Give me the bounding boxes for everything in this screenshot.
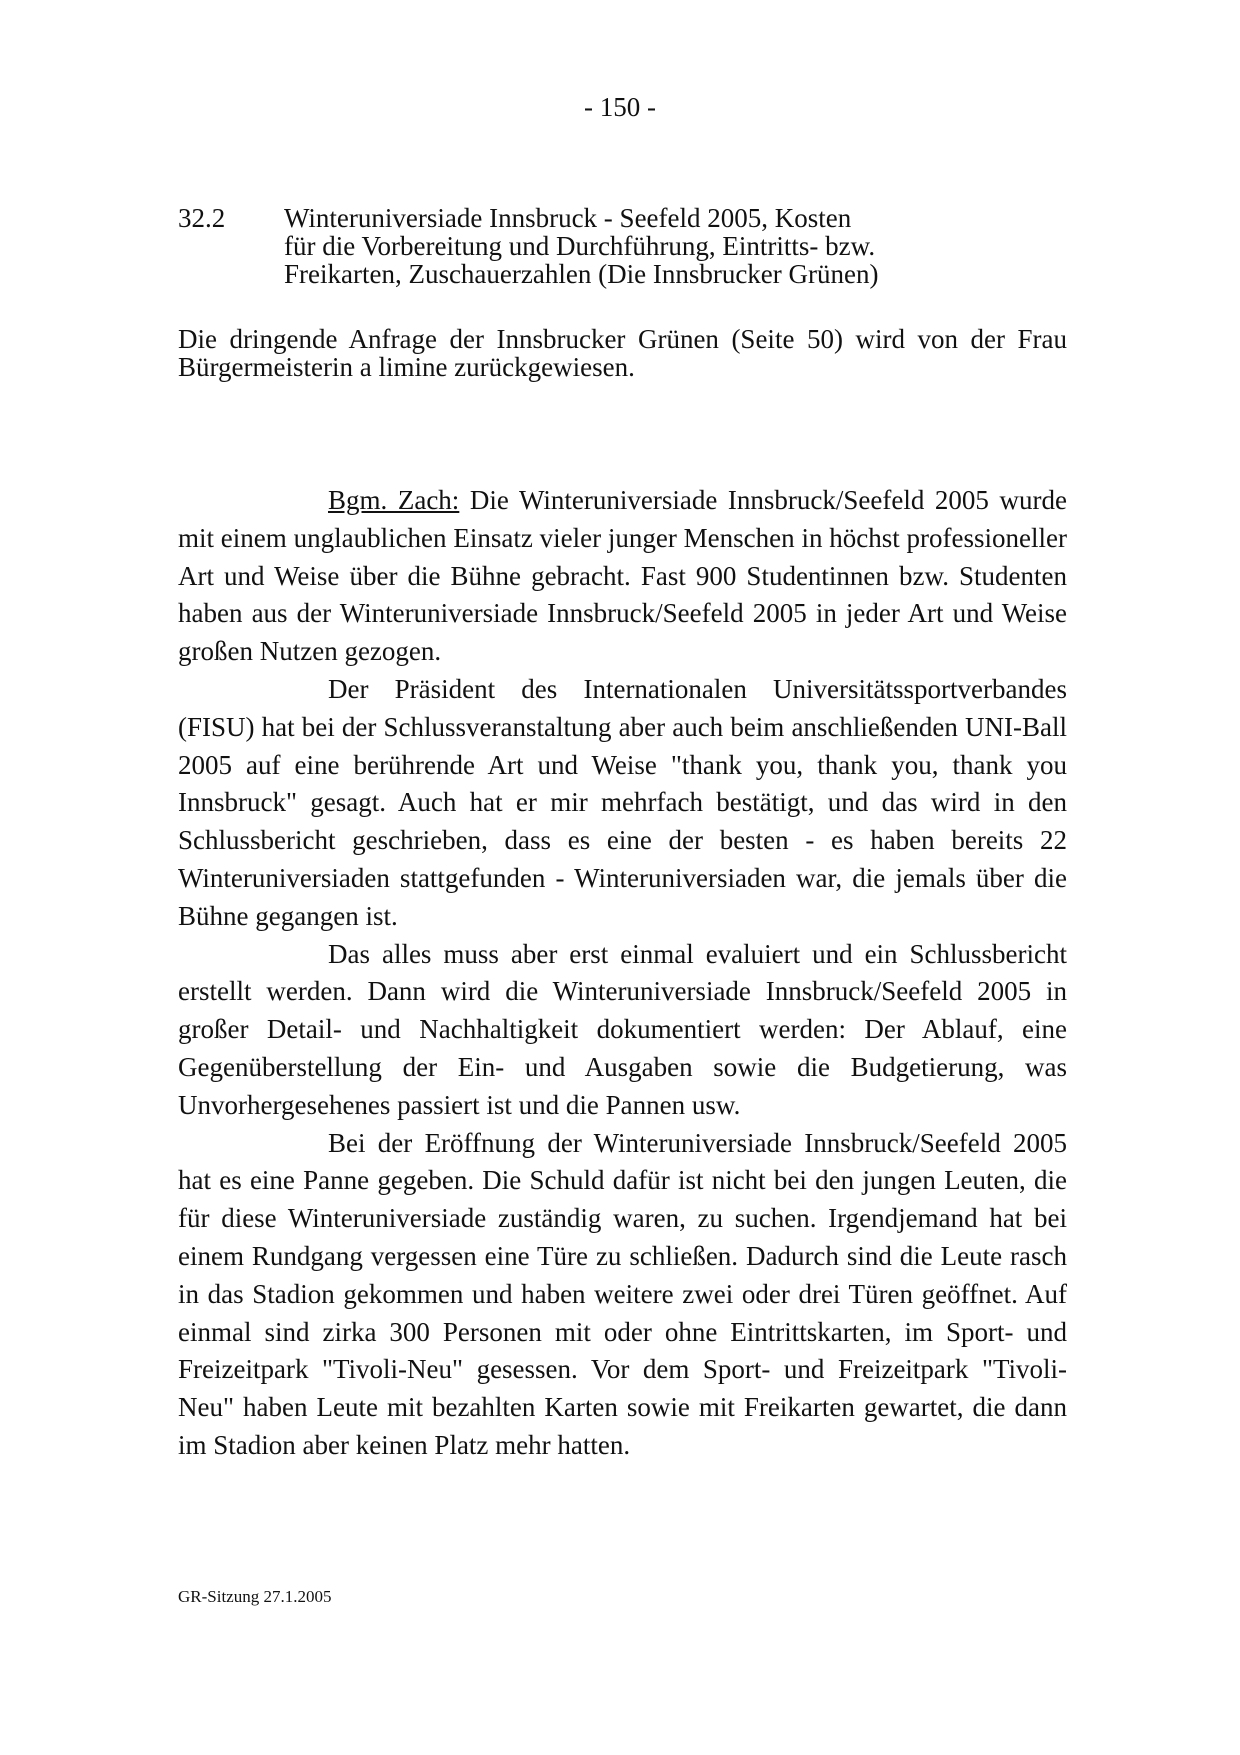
agenda-title-line: Winteruniversiade Innsbruck - Seefeld 2005, Kosten xyxy=(284,203,852,233)
agenda-title-line: Freikarten, Zuschauerzahlen (Die Innsbrucker Grünen) xyxy=(284,259,879,289)
agenda-title-line: für die Vorbereitung und Durchführung, Eintritts- bzw. xyxy=(284,231,876,261)
speech-paragraph: Das alles muss aber erst einmal evaluiert und ein Schlussbericht erstellt werden. Dann wird die Winteruniversiade Innsbruck/Seefeld 2005 in großer Detail- und Nachhaltigkeit dokumentiert werden: Der Ablauf, eine Gegenüberstellung der Ein- und Ausgaben sowie die Budgetierung, was Unvorhergesehenes passiert ist und die Pannen usw. xyxy=(178,938,1067,1120)
agenda-item-number: 32.2 xyxy=(178,203,226,233)
intro-paragraph: Die dringende Anfrage der Innsbrucker Grünen (Seite 50) wird von der Frau Bürgermeisterin a limine zurückgewiesen. xyxy=(178,324,1067,382)
speech-body xyxy=(178,482,1067,1465)
agenda-item-title xyxy=(284,204,1074,288)
page-number: - 150 - xyxy=(584,92,656,122)
speaker-name: Bgm. Zach: xyxy=(328,485,460,515)
speech-paragraph: Der Präsident des Internationalen Universitätssportverbandes (FISU) hat bei der Schlussveranstaltung aber auch beim anschließenden UNI-Ball 2005 auf eine berührende Art und Weise "thank you, thank you, thank you Innsbruck" gesagt. Auch hat er mir mehrfach bestätigt, und das wird in den Schlussbericht geschrieben, dass es eine der besten - es haben bereits 22 Winteruniversiaden stattgefunden - Winteruniversiaden war, die jemals über die Bühne gegangen ist. xyxy=(178,673,1067,931)
speech-text: Die Winteruniversiade Innsbruck/Seefeld 2005 wurde mit einem unglaublichen Einsatz vieler junger Menschen in höchst professioneller Art und Weise über die Bühne gebracht. Fast 900 Studentinnen bzw. Studenten haben aus der Winteruniversiade Innsbruck/Seefeld 2005 in jeder Art und Weise großen Nutzen gezogen. xyxy=(178,485,1067,667)
speech-paragraph: Bei der Eröffnung der Winteruniversiade Innsbruck/Seefeld 2005 hat es eine Panne gegeben. Die Schuld dafür ist nicht bei den jungen Leuten, die für diese Winteruniversiade zuständig waren, zu suchen. Irgendjemand hat bei einem Rundgang vergessen eine Türe zu schließen. Dadurch sind die Leute rasch in das Stadion gekommen und haben weitere zwei oder drei Türen geöffnet. Auf einmal sind zirka 300 Personen mit oder ohne Eintrittskarten, im Sport- und Freizeitpark "Tivoli-Neu" gesessen. Vor dem Sport- und Freizeitpark "Tivoli-Neu" haben Leute mit bezahlten Karten sowie mit Freikarten gewartet, die dann im Stadion aber keinen Platz mehr hatten. xyxy=(178,1127,1067,1460)
footer-session-label: GR-Sitzung 27.1.2005 xyxy=(178,1587,332,1606)
speech-paragraph xyxy=(178,482,1067,671)
